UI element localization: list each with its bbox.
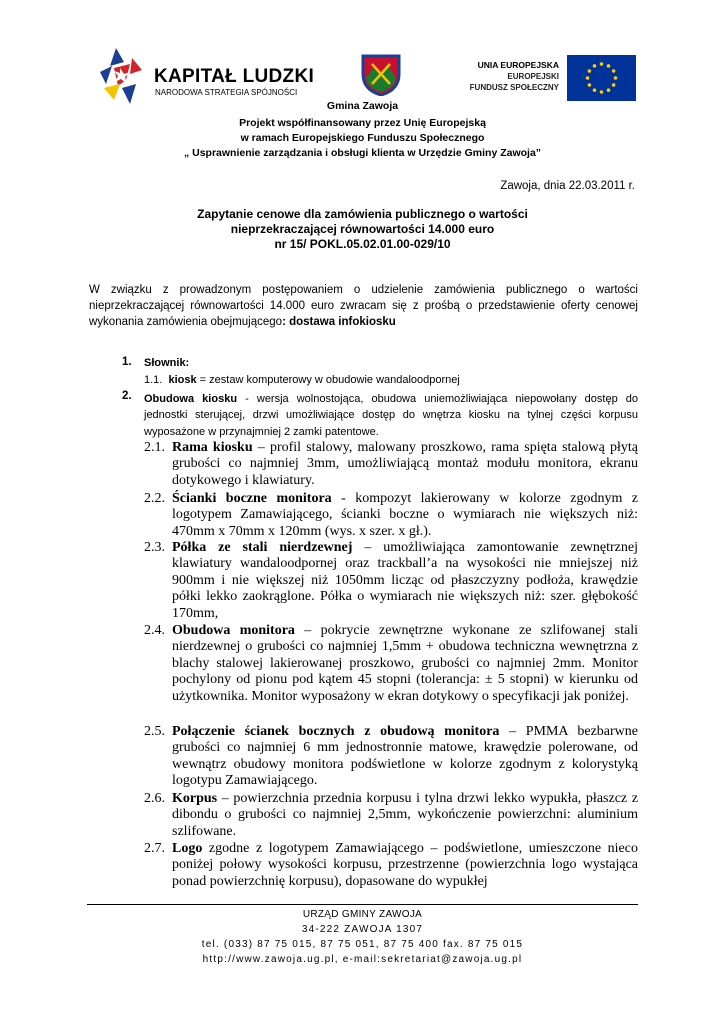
item-number: 2.6. <box>144 791 165 806</box>
section-2-paragraph <box>144 391 638 440</box>
kapital-ludzki-title: KAPITAŁ LUDZKI <box>154 66 315 87</box>
item-term: Rama kiosku <box>172 440 253 455</box>
item-2-5 <box>144 724 638 790</box>
eu-star-icon <box>593 88 597 92</box>
item-term: Logo <box>172 841 203 856</box>
eu-star-icon <box>614 76 618 80</box>
eu-star-icon <box>600 90 604 94</box>
gmina-name: Gmina Zawoja <box>326 100 399 112</box>
item-term: Korpus <box>172 791 218 806</box>
item-number: 2.1. <box>144 440 165 455</box>
project-line-1: Projekt współfinansowany przez Unię Europejską <box>239 117 486 129</box>
footer-divider <box>87 904 638 905</box>
eu-line-1: UNIA EUROPEJSKA <box>477 60 559 70</box>
gmina-zawoja-crest <box>359 52 403 96</box>
eu-star-icon <box>612 69 616 73</box>
section-1-1-number: 1.1. <box>144 374 163 386</box>
section-1-1-definition: = zestaw komputerowy w obudowie wandaloodpornej <box>196 374 460 386</box>
section-1-1-term: kiosk <box>168 374 197 386</box>
eu-star-icon <box>593 64 597 68</box>
eu-star-icon <box>600 62 604 66</box>
item-desc: – pokrycie zewnętrzne wykonane ze szlifowanej stali nierdzewnej o grubości co najmniej 1,5mm + obudowa techniczna wewnętrzna z blachy stalowej lakierowanej proszkowo, grubości co najmniej 2mm. Monitor pochylony od pionu pod kątem 45 stopni (tolerancja: ± 5 stopni) w kierunku od użytkownika. Monitor wyposażony w ekran dotykowy o specyfikacji jak poniżej. <box>172 623 638 704</box>
section-2-label: Obudowa kiosku <box>144 393 238 405</box>
item-desc: - kompozyt lakierowany w kolorze zgodnym z logotypem Zamawiającego, ścianki boczne o wymiarach nie większych niż: 470mm x 70mm x 120mm (wys. x szer. x gł.). <box>172 491 639 539</box>
eu-fund-text <box>459 60 559 93</box>
document-date: Zawoja, dnia 22.03.2011 r. <box>500 180 635 192</box>
item-text <box>172 791 638 840</box>
item-desc: zgodne z logotypem Zamawiającego – podświetlone, umieszczone nieco poniżej połowy wysokości korpusu, przestrzenne (powierzchnia logo wystająca ponad powierzchnię korpusu), dopasowane do wypukłej <box>172 841 638 889</box>
item-text <box>172 491 638 540</box>
item-text <box>172 440 638 489</box>
project-line-2: w ramach Europejskiego Funduszu Społecznego <box>240 132 485 144</box>
item-term: Połączenie ścianek bocznych z obudową monitora <box>172 724 500 739</box>
item-term: Półka ze stali nierdzewnej <box>172 540 353 555</box>
title-line-3: nr 15/ POKL.05.02.01.00-029/10 <box>274 237 451 251</box>
item-term: Obudowa monitora <box>172 623 295 638</box>
eu-star-icon <box>612 83 616 87</box>
item-desc: – powierzchnia przednia korpusu i tylna drzwi lekko wypukła, płaszcz z dibondu o grubości co najmniej 2,5mm, wykończenie powierzchni: aluminium szlifowane. <box>172 791 638 839</box>
intro-text: W związku z prowadzonym postępowaniem o udzielenie zamówienia publicznego o wartości nieprzekraczającej równowartości 14.000 euro zwracam się z prośbą o przedstawienie oferty cenowej wykonania zamówienia obejmującego <box>89 284 638 328</box>
footer-contact: http://www.zawoja.ug.pl, e-mail:sekretariat@zawoja.ug.pl <box>202 954 523 965</box>
item-number: 2.4. <box>144 623 165 638</box>
section-1-number: 1. <box>122 356 132 368</box>
item-desc: – profil stalowy, malowany proszkowo, rama spięta stalową płytą grubości co najmniej 3mm, umożliwiającą montaż modułu monitora, ekranu dotykowego i klawiatury. <box>172 440 638 488</box>
item-2-6 <box>144 791 638 840</box>
item-number: 2.2. <box>144 491 165 506</box>
eu-star-icon <box>586 76 590 80</box>
item-text <box>172 841 638 890</box>
intro-bold: : dostawa infokiosku <box>282 316 396 328</box>
eu-star-icon <box>588 83 592 87</box>
item-desc: – PMMA bezbarwne grubości co najmniej 6 mm jednostronnie matowe, krawędzie polerowane, od wewnątrz obudowy monitora podświetlone w kolorze zgodnym z kolorystyką logotypu Zamawiającego. <box>172 724 638 789</box>
item-number: 2.7. <box>144 841 165 856</box>
kapital-ludzki-subtitle: NARODOWA STRATEGIA SPÓJNOŚCI <box>155 88 298 97</box>
footer-office: URZĄD GMINY ZAWOJA <box>302 909 423 920</box>
section-1-1 <box>144 374 460 386</box>
item-desc: – umożliwiająca zamontowanie zewnętrznej klawiatury wandaloodpornej oraz trackball’a na wysokości nie mniejszej niż 900mm i nie większej niż 1050mm licząc od płaszczyzny podłoża, krawędzie półki lekko zaokrąglone. Półka o wymiarach nie większych niż: szer. głębokość 170mm, <box>172 540 639 621</box>
section-2-text: - wersja wolnostojąca, obudowa uniemożliwiająca niepowołany dostęp do jednostki sterującej, drzwi umożliwiające dostęp do wnętrza kiosku na tylnej części korpusu wyposażone w przynajmniej 2 zamki patentowe. <box>144 393 639 438</box>
intro-paragraph <box>89 282 638 330</box>
eu-flag-icon <box>567 55 636 101</box>
item-2-2 <box>144 491 638 540</box>
eu-star-icon <box>607 88 611 92</box>
eu-line-3: FUNDUSZ SPOŁECZNY <box>469 83 559 92</box>
item-text <box>172 623 638 705</box>
eu-line-2: EUROPEJSKI <box>507 72 559 81</box>
item-2-1 <box>144 440 638 489</box>
section-2-number: 2. <box>122 390 132 402</box>
item-text <box>172 540 638 622</box>
section-1-label: Słownik: <box>144 357 190 369</box>
item-number: 2.5. <box>144 724 165 739</box>
item-2-7 <box>144 841 638 890</box>
item-text <box>172 724 638 790</box>
title-line-1: Zapytanie cenowe dla zamówienia publicznego o wartości <box>197 207 528 221</box>
item-2-3 <box>144 540 638 622</box>
item-term: Ścianki boczne monitora <box>172 491 332 506</box>
title-line-2: nieprzekraczającej równowartości 14.000 euro <box>230 222 495 236</box>
eu-star-icon <box>607 64 611 68</box>
item-number: 2.3. <box>144 540 165 555</box>
footer-address: 34-222 ZAWOJA 1307 <box>301 924 424 935</box>
footer-phone: tel. (033) 87 75 015, 87 75 051, 87 75 400 fax. 87 75 015 <box>201 939 524 950</box>
project-line-3: „ Usprawnienie zarządzania i obsługi klienta w Urzędzie Gminy Zawoja” <box>183 147 542 159</box>
item-2-4 <box>144 623 638 705</box>
eu-star-icon <box>588 69 592 73</box>
